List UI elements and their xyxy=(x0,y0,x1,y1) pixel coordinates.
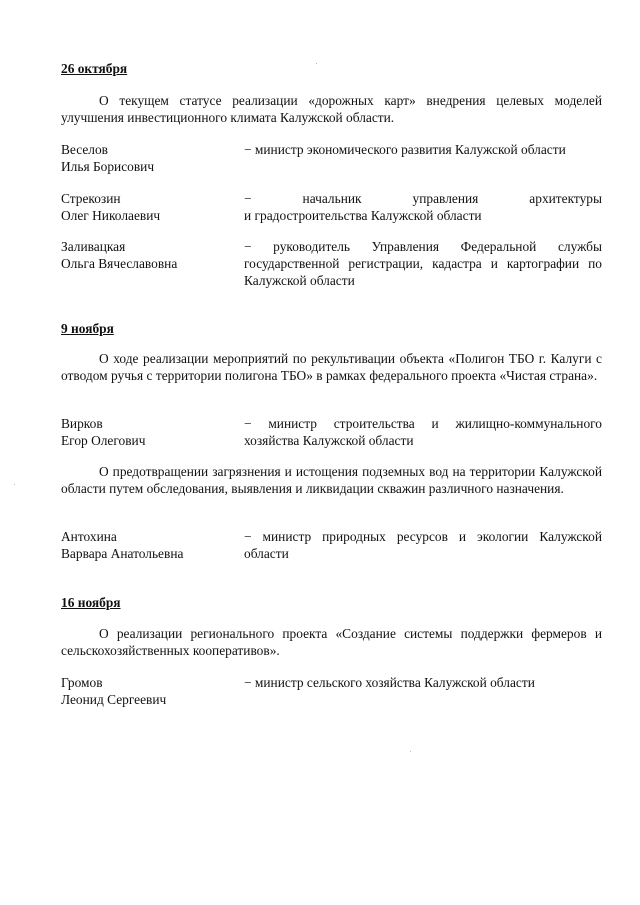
section-topic: О текущем статусе реализации «дорожных карт» внедрения целевых моделей улучшения инвестиционного климата Калужской области. xyxy=(61,93,602,125)
speaker-name xyxy=(61,238,236,272)
speaker-name xyxy=(61,674,236,708)
speaker-given-name: Олег Николаевич xyxy=(61,208,161,223)
speaker-name xyxy=(61,528,236,562)
speaker-role: − министр сельского хозяйства Калужской области xyxy=(244,675,535,690)
speaker-surname: Заливацкая xyxy=(61,239,126,254)
section-date-nov-9: 9 ноября xyxy=(61,321,114,336)
section-date-nov-16: 16 ноября xyxy=(61,595,121,610)
speaker-role-line: − начальник управления архитектуры xyxy=(244,191,602,206)
speaker-surname: Антохина xyxy=(61,529,117,544)
speaker-given-name: Варвара Анатольевна xyxy=(61,546,184,561)
scan-speck xyxy=(14,484,15,485)
speaker-surname: Вирков xyxy=(61,416,103,431)
speaker-surname: Веселов xyxy=(61,142,108,157)
section-topic: О ходе реализации мероприятий по рекультивации объекта «Полигон ТБО г. Калуги с отводом ручья с территории полигона ТБО» в рамках федерального проекта «Чистая страна». xyxy=(61,351,602,383)
speaker-given-name: Леонид Сергеевич xyxy=(61,692,167,707)
section-date-oct-26: 26 октября xyxy=(61,61,128,76)
speaker-role: − министр природных ресурсов и экологии Калужской области xyxy=(244,529,602,561)
speaker-role: − министр экономического развития Калужской области xyxy=(244,142,566,157)
speaker-role: − руководитель Управления Федеральной службы государственной регистрации, кадастра и картографии по Калужской области xyxy=(244,239,602,288)
scan-speck xyxy=(410,751,411,752)
speaker-role: − министр строительства и жилищно-коммунального хозяйства Калужской области xyxy=(244,416,602,448)
section-topic: О реализации регионального проекта «Создание системы поддержки фермеров и сельскохозяйственных кооперативов». xyxy=(61,626,602,658)
speaker-name xyxy=(61,141,236,175)
speaker-role-line: и градостроительства Калужской области xyxy=(244,208,482,223)
scan-speck xyxy=(316,63,317,64)
speaker-name xyxy=(61,190,236,224)
speaker-given-name: Ольга Вячеславовна xyxy=(61,256,178,271)
speaker-given-name: Егор Олегович xyxy=(61,433,146,448)
speaker-name xyxy=(61,415,236,449)
speaker-role xyxy=(244,190,602,224)
section-topic-2: О предотвращении загрязнения и истощения подземных вод на территории Калужской области путем обследования, выявления и ликвидации скважин различного назначения. xyxy=(61,464,602,496)
speaker-surname: Стрекозин xyxy=(61,191,121,206)
speaker-given-name: Илья Борисович xyxy=(61,159,155,174)
speaker-surname: Громов xyxy=(61,675,103,690)
